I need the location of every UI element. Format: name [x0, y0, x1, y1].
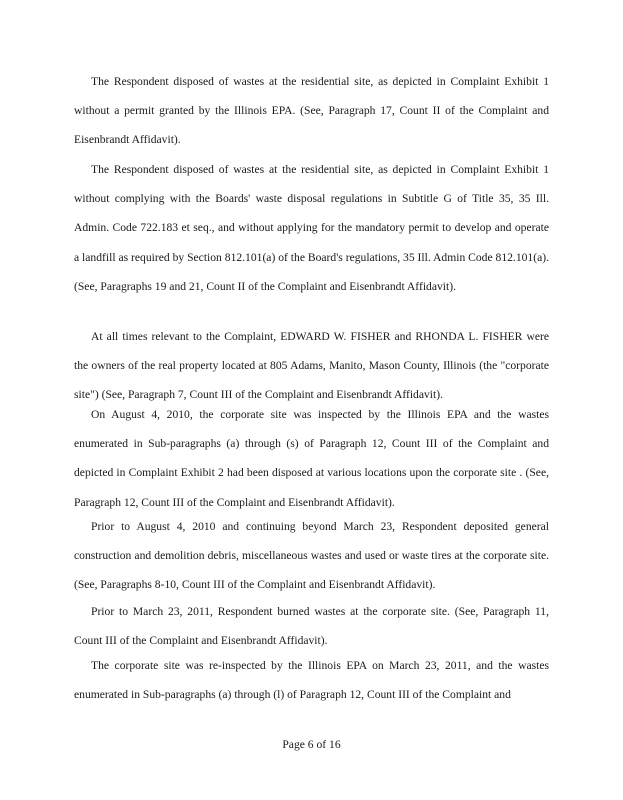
paragraph-5: Prior to August 4, 2010 and continuing beyond March 23, Respondent deposited general construction and demolition debris, miscellaneous wastes and used or waste tires at the corporate site. (See, Paragraphs 8-10, Count III of the Complaint and Eisenbrandt Affidavit). [74, 520, 549, 592]
paragraph-6: Prior to March 23, 2011, Respondent burned wastes at the corporate site. (See, Paragraph 11, Count III of the Complaint and Eisenbrandt Affidavit). [74, 605, 549, 648]
paragraph-3: At all times relevant to the Complaint, EDWARD W. FISHER and RHONDA L. FISHER were the owners of the real property located at 805 Adams, Manito, Mason County, Illinois (the "corporate site") (See, Paragraph 7, Count III of the Complaint and Eisenbrandt Affidavit). [74, 330, 549, 402]
paragraph-1: The Respondent disposed of wastes at the residential site, as depicted in Complaint Exhibit 1 without a permit granted by the Illinois EPA. (See, Paragraph 17, Count II of the Complaint and Eisenbrandt Affidavit). [74, 75, 549, 147]
paragraph-4: On August 4, 2010, the corporate site was inspected by the Illinois EPA and the wastes enumerated in Sub-paragraphs (a) through (s) of Paragraph 12, Count III of the Complaint and depicted in Complaint Exhibit 2 had been disposed at various locations upon the corporate site . (See, Paragraph 12, Count III of the Complaint and Eisenbrandt Affidavit). [74, 408, 549, 509]
paragraph-7: The corporate site was re-inspected by the Illinois EPA on March 23, 2011, and the wastes enumerated in Sub-paragraphs (a) through (l) of Paragraph 12, Count III of the Complaint and [74, 659, 549, 702]
paragraph-2: The Respondent disposed of wastes at the residential site, as depicted in Complaint Exhibit 1 without complying with the Boards' waste disposal regulations in Subtitle G of Title 35, 35 Ill. Admin. Code 722.183 et seq., and without applying for the mandatory permit to develop and operate a landfill as required by Section 812.101(a) of the Board's regulations, 35 Ill. Admin Code 812.101(a). (See, Paragraphs 19 and 21, Count II of the Complaint and Eisenbrandt Affidavit). [74, 163, 549, 293]
page-number-footer: Page 6 of 16 [282, 738, 341, 751]
